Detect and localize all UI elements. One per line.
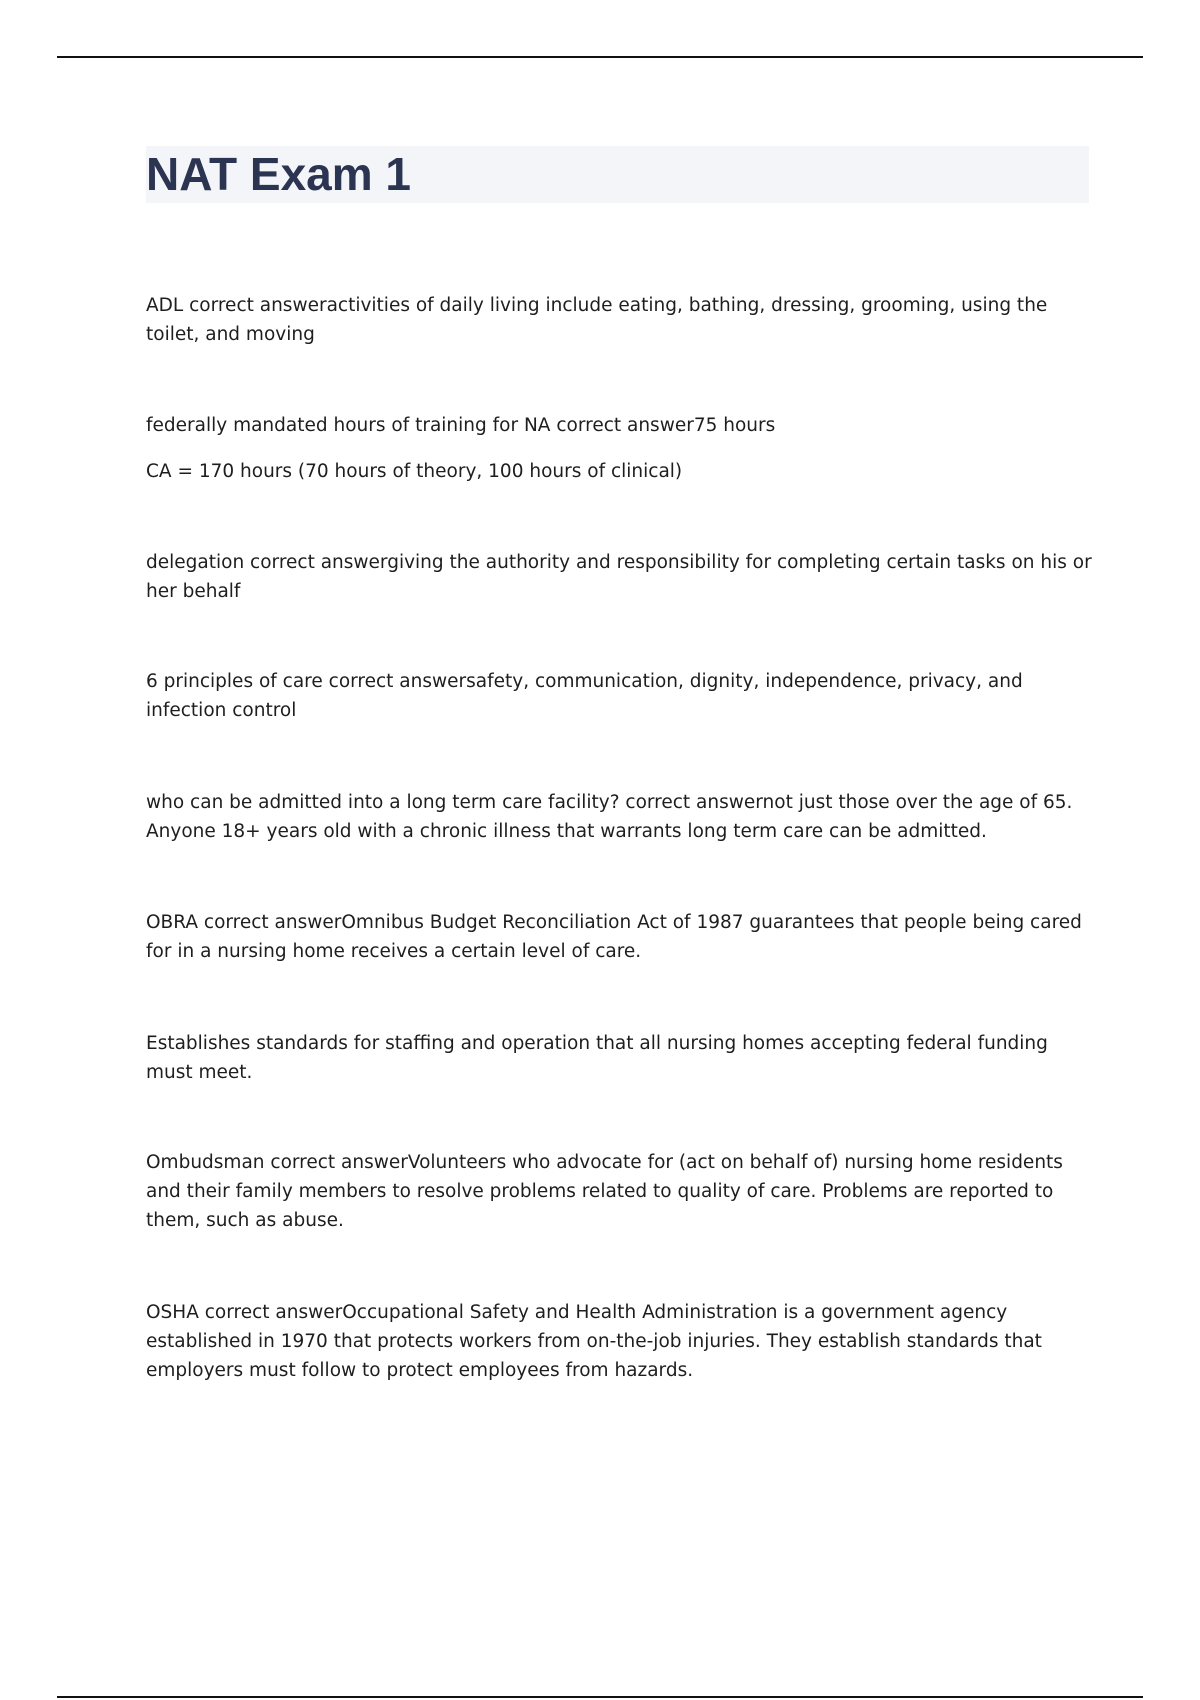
entry-obra: OBRA correct answerOmnibus Budget Reconciliation Act of 1987 guarantees that people being cared for in a nursing home receives a certain level of care. bbox=[146, 912, 1082, 962]
entry-training-hours: federally mandated hours of training for NA correct answer75 hours bbox=[146, 415, 776, 436]
entry-osha: OSHA correct answerOccupational Safety and Health Administration is a government agency established in 1970 that protects workers from on-the-job injuries. They establish standards that employers must follow to protect employees from hazards. bbox=[146, 1302, 1042, 1381]
page-title: NAT Exam 1 bbox=[146, 148, 412, 200]
entry-delegation: delegation correct answergiving the authority and responsibility for completing certain tasks on his or her behalf bbox=[146, 552, 1092, 602]
entry-ca-hours: CA = 170 hours (70 hours of theory, 100 hours of clinical) bbox=[146, 461, 683, 482]
entry-obra-standards: Establishes standards for staffing and operation that all nursing homes accepting federal funding must meet. bbox=[146, 1033, 1048, 1083]
entry-ltc-admission: who can be admitted into a long term care facility? correct answernot just those over the age of 65. Anyone 18+ years old with a chronic illness that warrants long term care can be admitted. bbox=[146, 792, 1073, 842]
bottom-rule bbox=[57, 1696, 1143, 1698]
entry-ombudsman: Ombudsman correct answerVolunteers who advocate for (act on behalf of) nursing home residents and their family members to resolve problems related to quality of care. Problems are reported to them, such as abuse. bbox=[146, 1152, 1063, 1231]
entry-principles-of-care: 6 principles of care correct answersafety, communication, dignity, independence, privacy, and infection control bbox=[146, 671, 1023, 721]
entry-adl: ADL correct answeractivities of daily living include eating, bathing, dressing, grooming, using the toilet, and moving bbox=[146, 295, 1048, 345]
top-rule bbox=[57, 56, 1143, 58]
